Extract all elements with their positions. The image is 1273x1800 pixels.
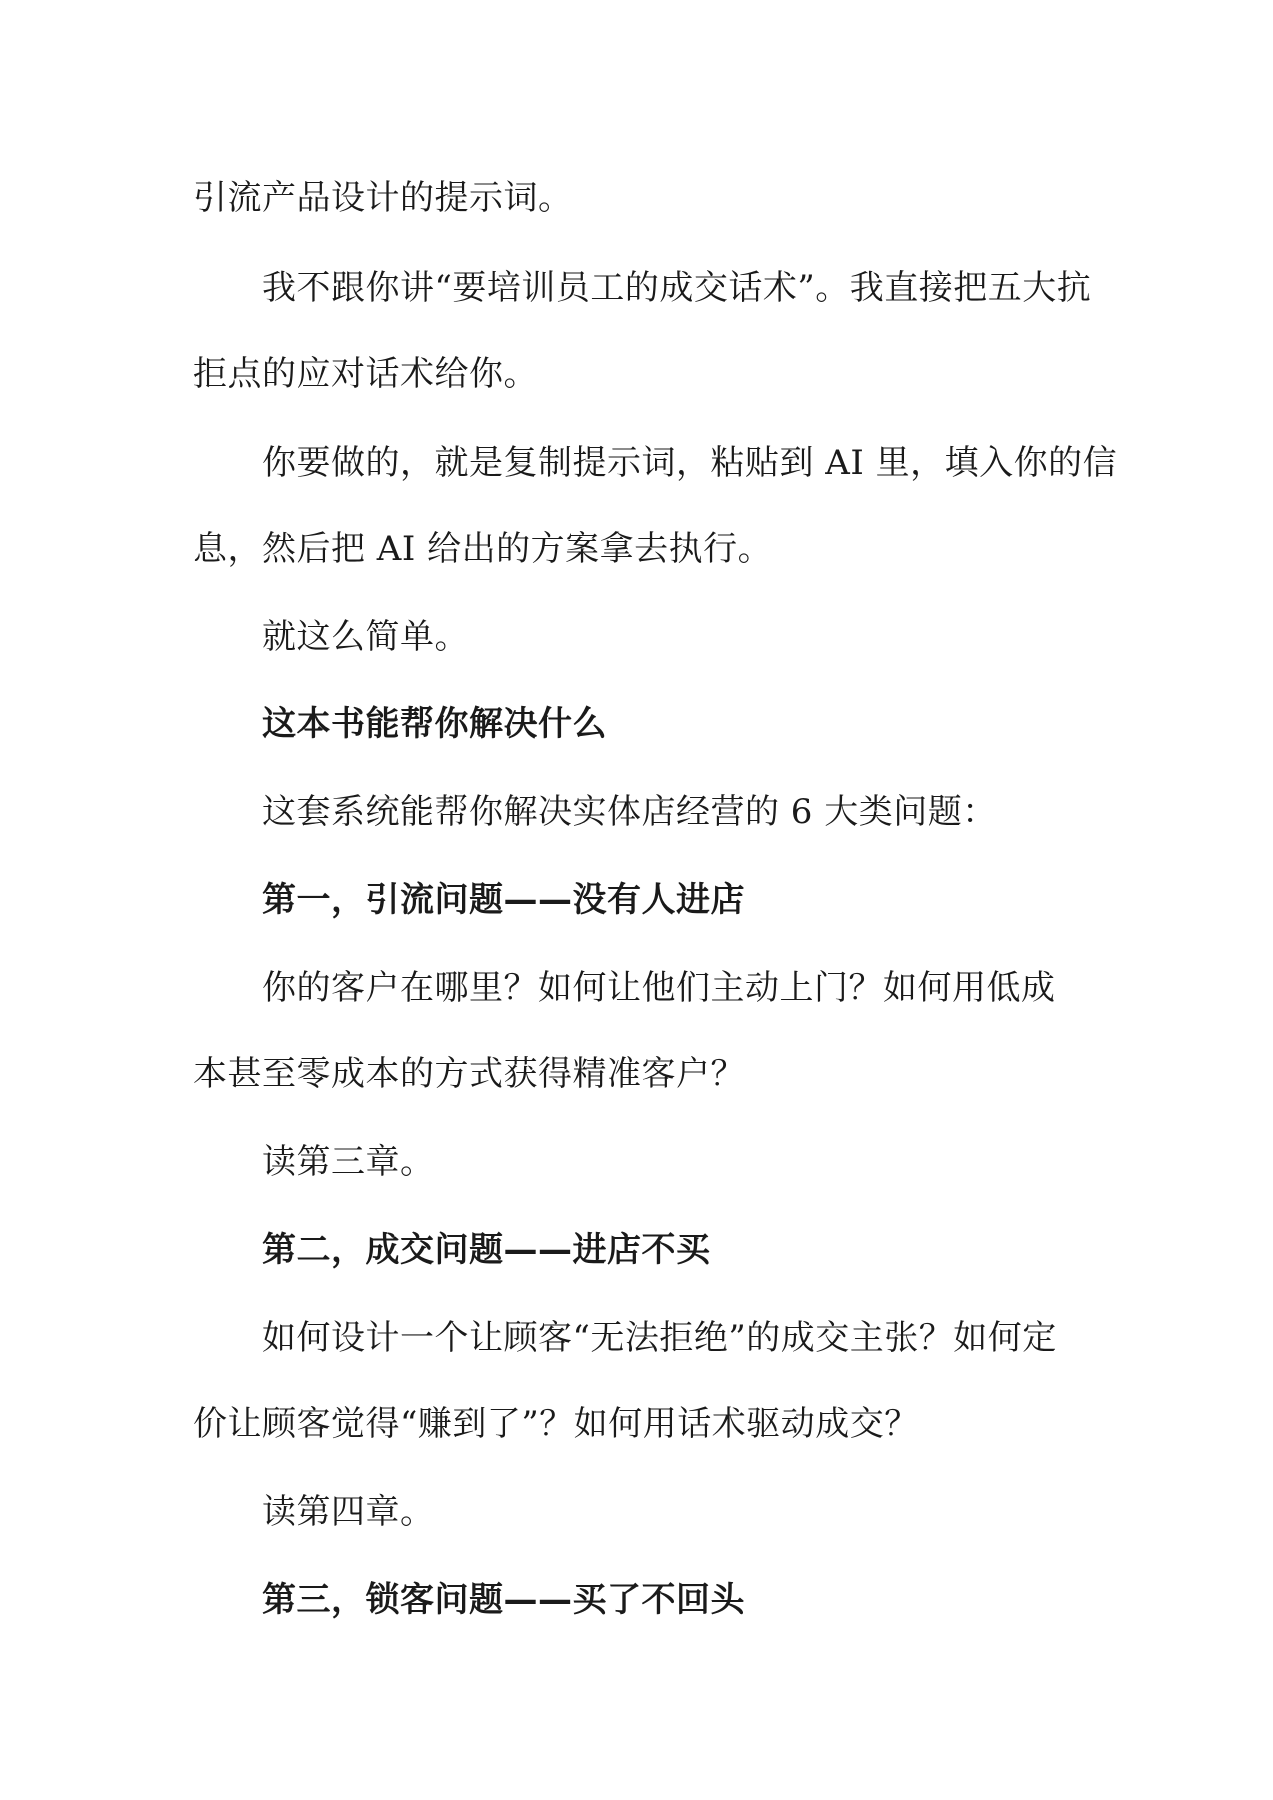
body-text-line: 这套系统能帮你解决实体店经营的 6 大类问题：: [262, 792, 997, 832]
body-text-line: 你的客户在哪里？如何让他们主动上门？如何用低成: [262, 968, 1056, 1008]
subsection-heading: 第三，锁客问题——买了不回头: [262, 1580, 745, 1620]
body-text-line: 息，然后把 AI 给出的方案拿去执行。: [193, 529, 773, 569]
body-text-line: 价让顾客觉得“赚到了”？如何用话术驱动成交？: [193, 1404, 919, 1444]
body-text-line: 拒点的应对话术给你。: [193, 354, 538, 394]
body-text-line: 你要做的，就是复制提示词，粘贴到 AI 里，填入你的信: [262, 443, 1118, 483]
body-text-line: 本甚至零成本的方式获得精准客户？: [193, 1054, 745, 1094]
body-text-line: 我不跟你讲“要培训员工的成交话术”。我直接把五大抗: [262, 268, 1092, 308]
body-text-line: 读第三章。: [262, 1142, 435, 1182]
body-text-line: 就这么简单。: [262, 617, 469, 657]
subsection-heading: 第一，引流问题——没有人进店: [262, 880, 745, 920]
body-text-line: 读第四章。: [262, 1492, 435, 1532]
body-text-line: 如何设计一个让顾客“无法拒绝”的成交主张？如何定: [262, 1318, 1057, 1358]
body-text-line: 引流产品设计的提示词。: [193, 178, 573, 218]
subsection-heading: 第二，成交问题——进店不买: [262, 1230, 711, 1270]
section-heading: 这本书能帮你解决什么: [262, 704, 607, 744]
